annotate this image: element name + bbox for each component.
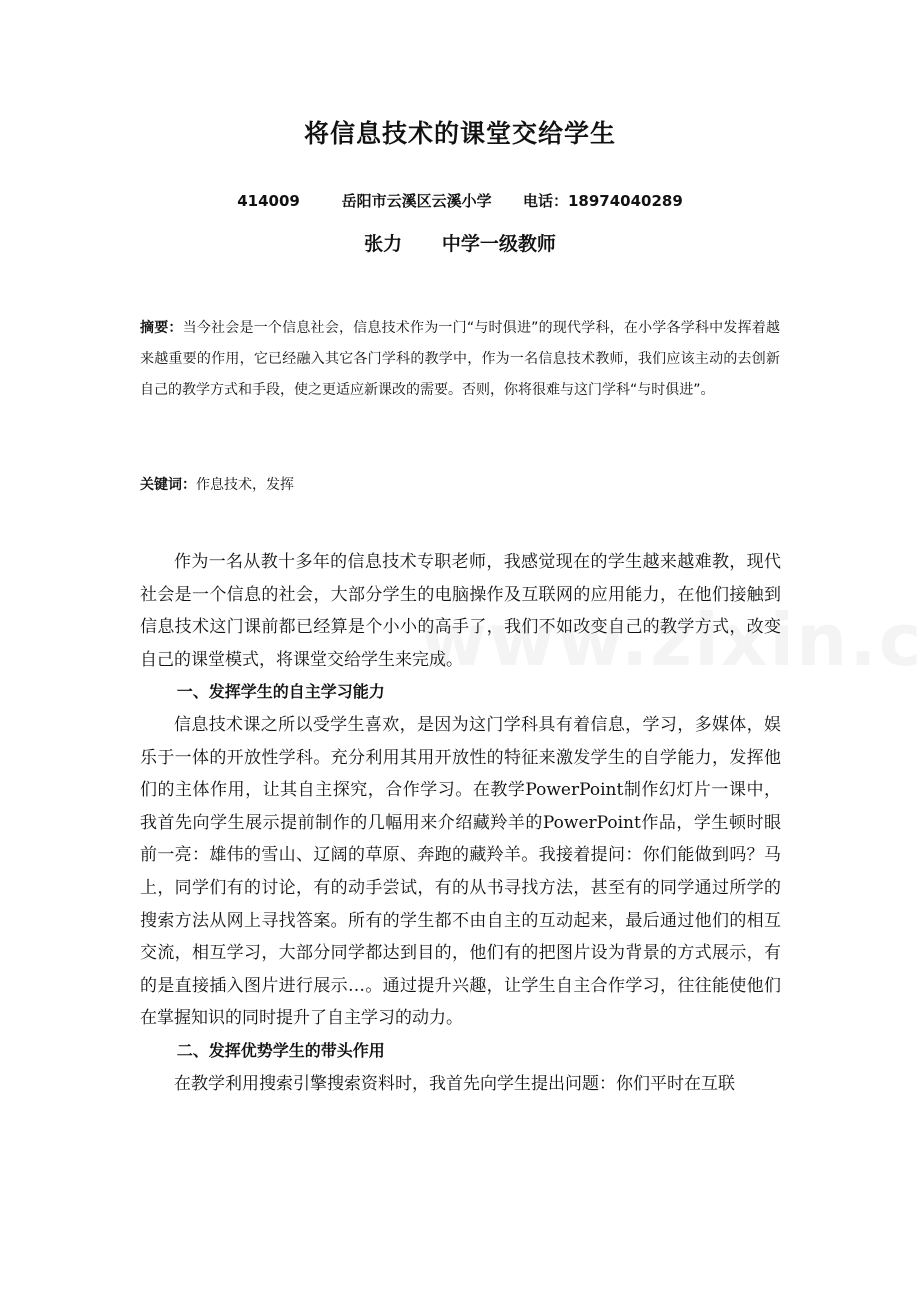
author-line <box>0 229 920 256</box>
author-meta-line <box>0 190 920 211</box>
phone: 电话：18974040289 <box>522 192 683 210</box>
author-name: 张力 <box>364 233 403 255</box>
abstract <box>140 313 780 406</box>
keywords-label: 关键词： <box>140 477 196 493</box>
page-title: 将信息技术的课堂交给学生 <box>303 119 616 148</box>
school-name: 岳阳市云溪区云溪小学 <box>341 192 492 210</box>
postcode: 414009 <box>237 192 300 210</box>
section-heading-1: 一、发挥学生的自主学习能力 <box>176 682 385 702</box>
intro-paragraph: 作为一名从教十多年的信息技术专职老师，我感觉现在的学生越来越难教，现代社会是一个信息的社会，大部分学生的电脑操作及互联网的应用能力，在他们接触到信息技术这门课前都已经算是个小小的高手了，我们不如改变自己的教学方式，改变自己的课堂模式，将课堂交给学生来完成。 <box>140 552 781 670</box>
keywords-text: 作息技术，发挥 <box>196 477 294 493</box>
article-body <box>140 546 781 1100</box>
section-1-paragraph: 信息技术课之所以受学生喜欢，是因为这门学科具有着信息，学习，多媒体，娱乐于一体的开放性学科。充分利用其用开放性的特征来激发学生的自学能力，发挥他们的主体作用，让其自主探究，合作学习。在教学PowerPoint制作幻灯片一课中，我首先向学生展示提前制作的几幅用来介绍藏羚羊的PowerPoint作品，学生顿时眼前一亮：雄伟的雪山、辽阔的草原、奔跑的藏羚羊。我接着提问：你们能做到吗？马上，同学们有的讨论，有的动手尝试，有的从书寻找方法，甚至有的同学通过所学的搜索方法从网上寻找答案。所有的学生都不由自主的互动起来，最后通过他们的相互交流，相互学习，大部分同学都达到目的，他们有的把图片设为背景的方式展示，有的是直接插入图片进行展示…。通过提升兴趣，让学生自主合作学习，往往能使他们在掌握知识的同时提升了自主学习的动力。 <box>140 714 781 1029</box>
keywords <box>140 471 780 499</box>
abstract-text: 当今社会是一个信息社会，信息技术作为一门“与时俱进”的现代学科，在小学各学科中发挥着越来越重要的作用，它已经融入其它各门学科的教学中，作为一名信息技术教师，我们应该主动的去创新自己的教学方式和手段，使之更适应新课改的需要。否则，你将很难与这门学科“与时俱进”。 <box>140 320 780 398</box>
section-heading-2: 二、发挥优势学生的带头作用 <box>176 1040 385 1060</box>
abstract-label: 摘要： <box>140 320 183 336</box>
author-rank: 中学一级教师 <box>441 233 556 255</box>
section-2-paragraph: 在教学利用搜索引擎搜索资料时，我首先向学生提出问题：你们平时在互联 <box>174 1073 735 1094</box>
